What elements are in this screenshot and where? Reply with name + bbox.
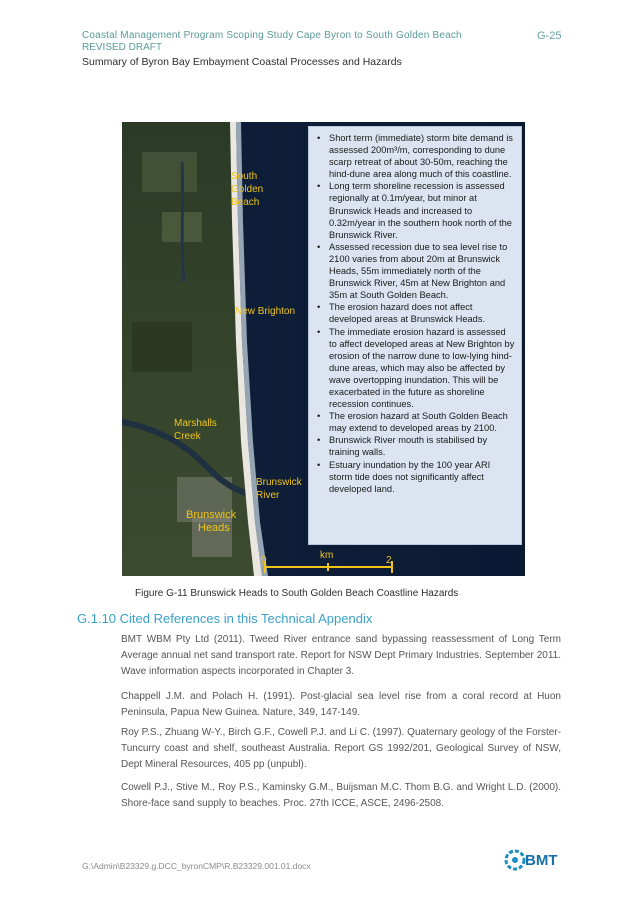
reference-entry: BMT WBM Pty Ltd (2011). Tweed River entrance sand bypassing reassessment of Long Term Average annual net sand transport rate. Report for NSW Dept Primary Industries. September 2011. Wave information aspects incorporated in Chapter 3. — [121, 634, 561, 677]
reference-entry: Chappell J.M. and Polach H. (1991). Post-glacial sea level rise from a coral record at Huon Peninsula, Papua New Guinea. Nature, 349, 147-149. — [121, 691, 561, 718]
hazard-summary-box — [308, 126, 522, 545]
hazard-bullet-list — [309, 127, 521, 495]
label-marshalls-creek: Marshalls Creek — [174, 418, 217, 442]
bmt-logo — [503, 845, 563, 875]
aerial-map-figure — [122, 122, 525, 576]
label-brunswick-river: Brunswick River — [256, 477, 302, 501]
hazard-bullet: • Short term (immediate) storm bite demand is assessed 200m³/m, corresponding to dune scarp retreat of about 30-50m, reaching the hind-dune area along much of this coastline. — [329, 132, 515, 180]
hazard-bullet: • Estuary inundation by the 100 year ARI storm tide does not significantly affect developed land. — [329, 459, 515, 495]
hazard-bullet: • The immediate erosion hazard is assessed to affect developed areas at New Brighton by erosion of the narrow dune to low-lying hind-dune areas, which may also be affected by wave overtopping inundation. This will be exacerbated in the future as shoreline recession continues. — [329, 326, 515, 411]
label-south-golden-beach: South Golden Beach — [231, 171, 264, 208]
label-brunswick-heads: Brunswick Heads — [186, 509, 237, 534]
header-subtitle: Summary of Byron Bay Embayment Coastal Processes and Hazards — [82, 56, 402, 68]
scale-start: 0 — [261, 555, 267, 566]
scale-unit: km — [320, 550, 334, 561]
section-number: G.1.10 — [77, 611, 117, 626]
section-title: Cited References in this Technical Appendix — [119, 611, 373, 626]
page-number: G-25 — [537, 30, 562, 42]
logo-text: BMT — [525, 852, 558, 869]
hazard-bullet: • Brunswick River mouth is stabilised by training walls. — [329, 434, 515, 458]
section-heading — [77, 611, 372, 626]
figure-caption: Figure G-11 Brunswick Heads to South Golden Beach Coastline Hazards — [135, 588, 459, 599]
reference-entry: Roy P.S., Zhuang W-Y., Birch G.F., Cowell P.J. and Li C. (1997). Quaternary geology of the Forster-Tuncurry coast and shelf, southeast Australia. Report GS 1992/201, Geological Survey of NSW, Dept Mineral Resources, 405 pp (unpubl). — [121, 727, 561, 770]
header-title: Coastal Management Program Scoping Study Cape Byron to South Golden Beach — [82, 30, 462, 41]
hazard-bullet: • The erosion hazard at South Golden Beach may extend to developed areas by 2100. — [329, 410, 515, 434]
label-new-brighton: New Brighton — [235, 306, 296, 317]
hazard-bullet: • Long term shoreline recession is assessed regionally at 0.1m/year, but minor at Brunswick Heads and increased to 0.32m/year in the southern hook north of the Brunswick River. — [329, 180, 515, 240]
scale-end: 2 — [386, 555, 392, 566]
hazard-bullet: • Assessed recession due to sea level rise to 2100 varies from about 20m at Brunswick Heads, 55m immediately north of the Brunswick River, 45m at New Brighton and 35m at South Golden Beach. — [329, 241, 515, 301]
header-draft-status: REVISED DRAFT — [82, 42, 163, 53]
hazard-bullet: • The erosion hazard does not affect developed areas at Brunswick Heads. — [329, 301, 515, 325]
footer-file-path: G:\Admin\B23329.g.DCC_byronCMP\R.B23329.001.01.docx — [82, 861, 311, 871]
reference-entry: Cowell P.J., Stive M., Roy P.S., Kaminsky G.M., Buijsman M.C. Thom B.G. and Wright L.D. (2000). Shore-face sand supply to beaches. Proc. 27th ICCE, ASCE, 2496-2508. — [121, 782, 561, 809]
